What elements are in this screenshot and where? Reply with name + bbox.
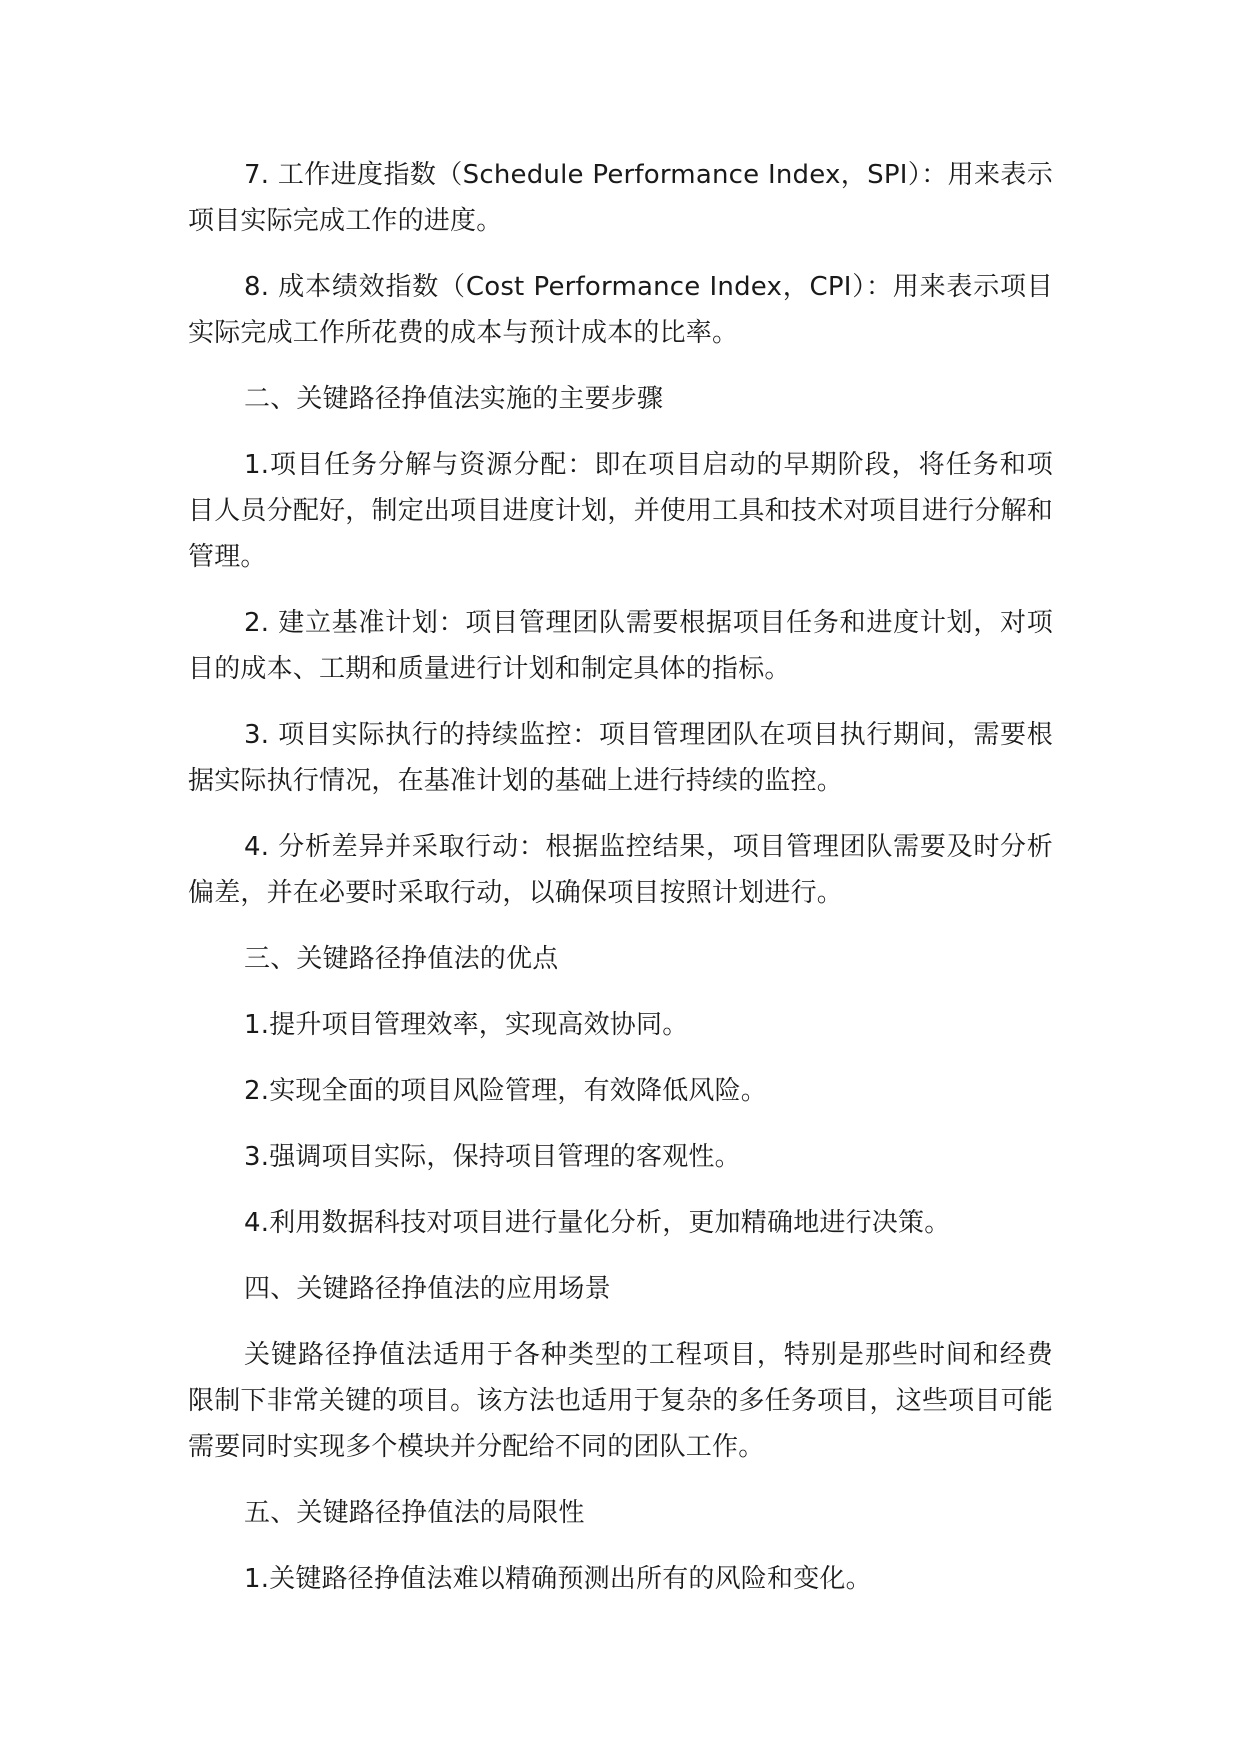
paragraph-advantage-4: 4.利用数据科技对项目进行量化分析，更加精确地进行决策。 [244,1208,951,1238]
section-heading-steps: 二、关键路径挣值法实施的主要步骤 [244,384,664,414]
paragraph-limitation-1: 1.关键路径挣值法难以精确预测出所有的风险和变化。 [244,1564,872,1594]
section-heading-scenarios: 四、关键路径挣值法的应用场景 [244,1274,611,1304]
paragraph-step-2: 2. 建立基准计划：项目管理团队需要根据项目任务和进度计划，对项目的成本、工期和质量进行计划和制定具体的指标。 [188,608,1053,684]
paragraph-advantage-1: 1.提升项目管理效率，实现高效协同。 [244,1010,689,1040]
paragraph-step-1: 1.项目任务分解与资源分配：即在项目启动的早期阶段，将任务和项目人员分配好，制定出项目进度计划，并使用工具和技术对项目进行分解和管理。 [188,450,1053,572]
paragraph-scenarios: 关键路径挣值法适用于各种类型的工程项目，特别是那些时间和经费限制下非常关键的项目。该方法也适用于复杂的多任务项目，这些项目可能需要同时实现多个模块并分配给不同的团队工作。 [188,1340,1053,1462]
paragraph-advantage-2: 2.实现全面的项目风险管理，有效降低风险。 [244,1076,768,1106]
section-heading-limitations: 五、关键路径挣值法的局限性 [244,1498,585,1528]
section-heading-advantages: 三、关键路径挣值法的优点 [244,944,559,974]
paragraph-advantage-3: 3.强调项目实际，保持项目管理的客观性。 [244,1142,741,1172]
paragraph-step-3: 3. 项目实际执行的持续监控：项目管理团队在项目执行期间，需要根据实际执行情况，在基准计划的基础上进行持续的监控。 [188,720,1053,796]
paragraph-step-4: 4. 分析差异并采取行动：根据监控结果，项目管理团队需要及时分析偏差，并在必要时采取行动，以确保项目按照计划进行。 [188,832,1053,908]
paragraph-cpi: 8. 成本绩效指数（Cost Performance Index，CPI）：用来表示项目实际完成工作所花费的成本与预计成本的比率。 [188,272,1053,348]
document-body [188,152,1053,1622]
paragraph-spi: 7. 工作进度指数（Schedule Performance Index，SPI）：用来表示项目实际完成工作的进度。 [188,160,1053,236]
